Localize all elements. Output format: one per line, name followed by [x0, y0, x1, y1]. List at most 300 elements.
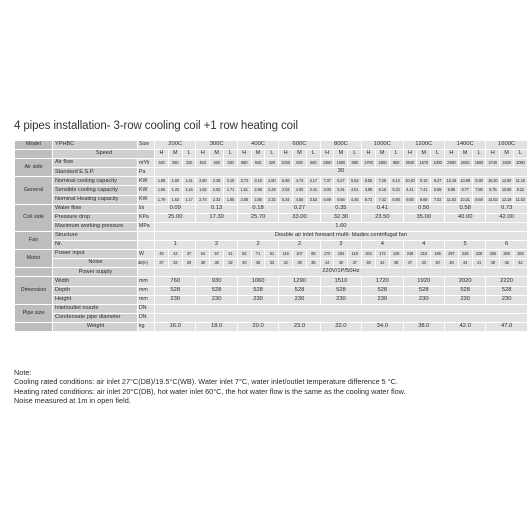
- value-cell: 1.51: [237, 186, 251, 195]
- value-cell: 11.62: [444, 195, 458, 204]
- value-cell: 1290: [279, 277, 320, 286]
- row-label: Power supply: [53, 268, 138, 277]
- value-cell: 3.00: [320, 186, 334, 195]
- value-cell: 5.68: [334, 195, 348, 204]
- size-label: Size: [138, 141, 155, 150]
- group-motor: Motor: [15, 250, 53, 268]
- row-label: Structure: [53, 231, 138, 240]
- value-cell: 528: [362, 286, 403, 295]
- value-cell: 1.60: [155, 222, 528, 231]
- value-cell: 39: [196, 259, 210, 268]
- value-cell: 41: [472, 259, 486, 268]
- condensate-row: [15, 313, 528, 322]
- water-flow-row: [15, 204, 528, 213]
- value-cell: 8.77: [458, 186, 472, 195]
- unit-cell: mm: [138, 295, 155, 304]
- value-cell: 25.00: [155, 213, 196, 222]
- speed-level: M: [293, 150, 307, 159]
- value-cell: 5.53: [348, 177, 362, 186]
- value-cell: 7.41: [417, 186, 431, 195]
- value-cell: 186: [431, 250, 445, 259]
- value-cell: 37: [182, 250, 196, 259]
- row-label: Pressure drop: [53, 213, 138, 222]
- value-cell: 7.42: [375, 195, 389, 204]
- unit-cell: MPa: [138, 222, 155, 231]
- speed-level: L: [306, 150, 320, 159]
- value-cell: 16.0: [155, 322, 196, 331]
- value-cell: 1510: [320, 277, 361, 286]
- value-cell: 2.33: [210, 195, 224, 204]
- speed-level: M: [210, 150, 224, 159]
- row-label: Nominal Heating capacity: [53, 195, 138, 204]
- air-flow-row: [15, 159, 528, 168]
- value-cell: 43: [168, 250, 182, 259]
- value-cell: 42: [375, 259, 389, 268]
- value-cell: 220: [182, 159, 196, 168]
- speed-row: [15, 150, 528, 159]
- value-cell: 220V/1P/50Hz: [155, 268, 528, 277]
- value-cell: 25.70: [237, 213, 278, 222]
- value-cell: 528: [279, 286, 320, 295]
- value-cell: 230: [196, 295, 237, 304]
- value-cell: 1.79: [155, 195, 169, 204]
- value-cell: 154: [334, 250, 348, 259]
- value-cell: 3: [320, 241, 361, 250]
- value-cell: 30: [155, 168, 528, 177]
- value-cell: 4.41: [403, 186, 417, 195]
- value-cell: 35: [306, 259, 320, 268]
- value-cell: 8.73: [362, 195, 376, 204]
- value-cell: 40: [334, 259, 348, 268]
- value-cell: 4.00: [293, 186, 307, 195]
- value-cell: 51: [265, 250, 279, 259]
- value-cell: 0.18: [237, 204, 278, 213]
- value-cell: 5: [444, 241, 485, 250]
- value-cell: 6.12: [389, 177, 403, 186]
- value-cell: 107: [293, 250, 307, 259]
- value-cell: 1670: [417, 159, 431, 168]
- value-cell: 297: [444, 250, 458, 259]
- esp-row: [15, 168, 528, 177]
- speed-level: H: [486, 150, 500, 159]
- value-cell: 46: [362, 259, 376, 268]
- value-cell: 9.38: [472, 177, 486, 186]
- unit-cell: [138, 231, 155, 240]
- unit-cell: DN: [138, 304, 155, 313]
- value-cell: 2.38: [210, 177, 224, 186]
- value-cell: 42: [279, 259, 293, 268]
- unit-cell: [138, 241, 155, 250]
- size-header: 200C: [155, 141, 196, 150]
- value-cell: 47.0: [486, 322, 527, 331]
- value-cell: 38: [389, 259, 403, 268]
- value-cell: 305: [500, 250, 514, 259]
- speed-level: M: [375, 150, 389, 159]
- value-cell: 12.19: [500, 195, 514, 204]
- speed-level: M: [500, 150, 514, 159]
- value-cell: 7.02: [431, 195, 445, 204]
- value-cell: 4.73: [293, 177, 307, 186]
- value-cell: 38.0: [403, 322, 444, 331]
- value-cell: 57: [210, 250, 224, 259]
- value-cell: 10.90: [500, 186, 514, 195]
- value-cell: 283: [513, 250, 527, 259]
- value-cell: Double air inlet forward multi- blades centrifugal fan: [155, 231, 528, 240]
- value-cell: 7.37: [320, 177, 334, 186]
- value-cell: 0.41: [362, 204, 403, 213]
- value-cell: 528: [155, 286, 196, 295]
- row-label: Inlet/outlet nozzle: [53, 304, 138, 313]
- structure-row: [15, 231, 528, 240]
- value-cell: 10.40: [403, 177, 417, 186]
- value-cell: 950: [389, 159, 403, 168]
- speed-level: H: [196, 150, 210, 159]
- nominal-heating-row: [15, 195, 528, 204]
- value-cell: 119: [348, 250, 362, 259]
- noise-row: [15, 259, 528, 268]
- value-cell: 42: [513, 259, 527, 268]
- row-label: Width: [53, 277, 138, 286]
- value-cell: 42.0: [444, 322, 485, 331]
- value-cell: 830: [293, 159, 307, 168]
- value-cell: 3.98: [362, 186, 376, 195]
- value-cell: 2380: [444, 159, 458, 168]
- note-line: Cooling rated conditions: air inlet 27°C(DB)/19.5°C(WB). Water inlet 7°C, water inlet/outlet temperature difference 5 °C.: [14, 377, 398, 387]
- value-cell: 44: [458, 259, 472, 268]
- size-header: 600C: [279, 141, 320, 150]
- value-cell: 9.80: [403, 195, 417, 204]
- value-cell: 34.0: [362, 322, 403, 331]
- speed-level: L: [472, 150, 486, 159]
- value-cell: 6.75: [486, 186, 500, 195]
- max-pressure-row: [15, 222, 528, 231]
- value-cell: 760: [155, 277, 196, 286]
- row-label: Weight: [53, 322, 138, 331]
- speed-level: M: [417, 150, 431, 159]
- value-cell: 2.29: [265, 186, 279, 195]
- weight-row: [15, 322, 528, 331]
- blank-cell: [15, 268, 53, 277]
- value-cell: 2.74: [196, 195, 210, 204]
- value-cell: 2.69: [251, 186, 265, 195]
- speed-level: H: [320, 150, 334, 159]
- value-cell: 4: [403, 241, 444, 250]
- nr-row: [15, 241, 528, 250]
- speed-level: H: [237, 150, 251, 159]
- value-cell: 5.22: [389, 186, 403, 195]
- value-cell: 12.80: [500, 177, 514, 186]
- value-cell: 15.20: [486, 177, 500, 186]
- value-cell: 43: [417, 259, 431, 268]
- value-cell: 230: [237, 295, 278, 304]
- value-cell: 20.0: [237, 322, 278, 331]
- speed-level: H: [444, 150, 458, 159]
- value-cell: 128: [389, 250, 403, 259]
- value-cell: 32: [224, 259, 238, 268]
- row-label: Nominal cooling capacity: [53, 177, 138, 186]
- value-cell: 35.00: [403, 213, 444, 222]
- value-cell: 5.80: [389, 195, 403, 204]
- note-line: Noise measured at 1m in open field.: [14, 396, 131, 406]
- value-cell: 8.68: [472, 195, 486, 204]
- value-cell: 1920: [403, 277, 444, 286]
- model-name: YPHBC: [53, 141, 138, 150]
- value-cell: 880: [348, 159, 362, 168]
- value-cell: 174: [375, 250, 389, 259]
- row-label: Noise: [53, 259, 138, 268]
- speed-level: L: [348, 150, 362, 159]
- value-cell: 1.82: [196, 186, 210, 195]
- value-cell: 1.41: [182, 177, 196, 186]
- value-cell: 1720: [362, 277, 403, 286]
- value-cell: 12.19: [444, 177, 458, 186]
- value-cell: 45: [500, 259, 514, 268]
- height-row: [15, 295, 528, 304]
- value-cell: 4.55: [293, 195, 307, 204]
- group-fan: Fan: [15, 231, 53, 249]
- value-cell: 1300: [431, 159, 445, 168]
- value-cell: 38: [293, 259, 307, 268]
- value-cell: 2220: [486, 277, 527, 286]
- value-cell: 2: [279, 241, 320, 250]
- value-cell: 29: [182, 259, 196, 268]
- value-cell: 2.85: [251, 195, 265, 204]
- value-cell: 540: [251, 159, 265, 168]
- value-cell: 89: [306, 250, 320, 259]
- value-cell: 37: [155, 259, 169, 268]
- value-cell: 1600: [472, 159, 486, 168]
- speed-level: H: [155, 150, 169, 159]
- value-cell: 2: [196, 241, 237, 250]
- value-cell: 335: [486, 250, 500, 259]
- size-header: 400C: [237, 141, 278, 150]
- value-cell: 5.56: [279, 177, 293, 186]
- speed-level: L: [513, 150, 527, 159]
- value-cell: 7.25: [375, 177, 389, 186]
- value-cell: 115: [279, 250, 293, 259]
- value-cell: 32.0: [320, 322, 361, 331]
- value-cell: 6.59: [431, 186, 445, 195]
- value-cell: 2.32: [265, 195, 279, 204]
- value-cell: 1.16: [182, 186, 196, 195]
- row-label: Depth: [53, 286, 138, 295]
- value-cell: 64: [196, 250, 210, 259]
- value-cell: 2.02: [279, 186, 293, 195]
- value-cell: 230: [444, 295, 485, 304]
- value-cell: 14.52: [486, 195, 500, 204]
- value-cell: 62: [237, 250, 251, 259]
- value-cell: 228: [472, 250, 486, 259]
- value-cell: 1020: [279, 159, 293, 168]
- value-cell: 460: [210, 159, 224, 168]
- value-cell: 49: [155, 250, 169, 259]
- value-cell: 4.17: [306, 177, 320, 186]
- blank-cell: [15, 150, 53, 159]
- value-cell: 930: [196, 277, 237, 286]
- table-title: 4 pipes installation- 3-row cooling coil +1 row heating coil: [14, 120, 298, 132]
- speed-level: M: [458, 150, 472, 159]
- value-cell: 170: [320, 250, 334, 259]
- unit-cell: KW: [138, 177, 155, 186]
- value-cell: 10.31: [458, 195, 472, 204]
- value-cell: 7.85: [472, 186, 486, 195]
- value-cell: 2.80: [196, 177, 210, 186]
- row-label: Power input: [53, 250, 138, 259]
- speed-level: H: [362, 150, 376, 159]
- value-cell: 210: [417, 250, 431, 259]
- value-cell: 35: [210, 259, 224, 268]
- value-cell: 8.55: [362, 177, 376, 186]
- value-cell: 340: [155, 159, 169, 168]
- value-cell: 230: [320, 295, 361, 304]
- unit-cell: m³/h: [138, 159, 155, 168]
- unit-cell: dB(A): [138, 259, 155, 268]
- value-cell: 1.71: [224, 186, 238, 195]
- value-cell: 37: [348, 259, 362, 268]
- value-cell: 5.34: [279, 195, 293, 204]
- value-cell: 41: [224, 250, 238, 259]
- size-header: 800C: [320, 141, 361, 150]
- value-cell: 11.10: [513, 177, 527, 186]
- row-label: Maximum working pressure: [53, 222, 138, 231]
- value-cell: 0.13: [196, 204, 237, 213]
- value-cell: 528: [196, 286, 237, 295]
- value-cell: 528: [320, 286, 361, 295]
- value-cell: 2080: [513, 159, 527, 168]
- row-label: Height: [53, 295, 138, 304]
- unit-cell: mm: [138, 277, 155, 286]
- value-cell: 32.30: [320, 213, 361, 222]
- value-cell: 71: [251, 250, 265, 259]
- unit-cell: DN: [138, 313, 155, 322]
- speed-level: L: [431, 150, 445, 159]
- blank-cell: [15, 322, 53, 331]
- value-cell: 528: [444, 286, 485, 295]
- group-pipe-size: Pipe size: [15, 304, 53, 322]
- unit-cell: KW: [138, 195, 155, 204]
- value-cell: 230: [155, 295, 196, 304]
- size-header: 1000C: [362, 141, 403, 150]
- value-cell: 528: [403, 286, 444, 295]
- value-cell: 6: [486, 241, 527, 250]
- speed-level: H: [403, 150, 417, 159]
- power-supply-row: [15, 268, 528, 277]
- value-cell: [155, 304, 528, 313]
- value-cell: 3.41: [306, 186, 320, 195]
- value-cell: 4.45: [348, 195, 362, 204]
- value-cell: 1360: [320, 159, 334, 168]
- value-cell: 44: [320, 259, 334, 268]
- value-cell: 4.51: [348, 186, 362, 195]
- value-cell: 17.30: [196, 213, 237, 222]
- value-cell: 249: [458, 250, 472, 259]
- value-cell: 2020: [458, 159, 472, 168]
- value-cell: 4: [362, 241, 403, 250]
- value-cell: 33.00: [279, 213, 320, 222]
- value-cell: 2740: [486, 159, 500, 168]
- value-cell: 2020: [444, 277, 485, 286]
- header-row: [15, 141, 528, 150]
- speed-level: H: [279, 150, 293, 159]
- value-cell: 1.55: [155, 186, 169, 195]
- value-cell: 0.09: [155, 204, 196, 213]
- value-cell: 33: [265, 259, 279, 268]
- value-cell: 8.68: [417, 195, 431, 204]
- value-cell: 23.0: [279, 322, 320, 331]
- unit-cell: W: [138, 250, 155, 259]
- value-cell: 48: [444, 259, 458, 268]
- value-cell: 36: [251, 259, 265, 268]
- value-cell: 8.27: [431, 177, 445, 186]
- value-cell: 1060: [237, 277, 278, 286]
- spec-table: [14, 140, 528, 332]
- value-cell: 2400: [500, 159, 514, 168]
- row-label: Condensate pipe diameter: [53, 313, 138, 322]
- group-dimension: Dimension: [15, 277, 53, 304]
- row-label: Air flow: [53, 159, 138, 168]
- value-cell: 33: [168, 259, 182, 268]
- value-cell: 0.50: [403, 204, 444, 213]
- value-cell: 1.33: [168, 186, 182, 195]
- value-cell: 6.69: [320, 195, 334, 204]
- value-cell: 3.53: [306, 195, 320, 204]
- unit-cell: KPa: [138, 213, 155, 222]
- value-cell: 9.22: [513, 186, 527, 195]
- value-cell: 40.00: [444, 213, 485, 222]
- model-label: Model: [15, 141, 53, 150]
- sensible-cooling-row: [15, 186, 528, 195]
- value-cell: 42.00: [486, 213, 527, 222]
- value-cell: 2: [237, 241, 278, 250]
- value-cell: 9.15: [417, 177, 431, 186]
- speed-level: M: [168, 150, 182, 159]
- width-row: [15, 277, 528, 286]
- value-cell: 680: [237, 159, 251, 168]
- value-cell: 660: [306, 159, 320, 168]
- unit-cell: kg: [138, 322, 155, 331]
- value-cell: 1.60: [168, 177, 182, 186]
- value-cell: 230: [362, 295, 403, 304]
- value-cell: 40: [237, 259, 251, 268]
- group-coil-side: Coil side: [15, 204, 53, 231]
- speed-level: M: [251, 150, 265, 159]
- group-air-side: Air side: [15, 159, 53, 177]
- value-cell: 2040: [403, 159, 417, 168]
- value-cell: 40: [431, 259, 445, 268]
- value-cell: 2.02: [210, 186, 224, 195]
- inlet-outlet-row: [15, 304, 528, 313]
- value-cell: 248: [403, 250, 417, 259]
- speed-level: L: [265, 150, 279, 159]
- value-cell: 23.50: [362, 213, 403, 222]
- pressure-drop-row: [15, 213, 528, 222]
- value-cell: 1.80: [224, 195, 238, 204]
- value-cell: 11.02: [513, 195, 527, 204]
- value-cell: 1.17: [182, 195, 196, 204]
- value-cell: 0.73: [486, 204, 527, 213]
- size-header: 1400C: [444, 141, 485, 150]
- nominal-cooling-row: [15, 177, 528, 186]
- value-cell: [155, 313, 528, 322]
- value-cell: 47: [403, 259, 417, 268]
- unit-cell: mm: [138, 286, 155, 295]
- group-general: General: [15, 177, 53, 204]
- value-cell: 260: [168, 159, 182, 168]
- value-cell: 1.53: [168, 195, 182, 204]
- notes-heading: Note:: [14, 368, 32, 377]
- value-cell: 5.31: [334, 186, 348, 195]
- speed-level: L: [389, 150, 403, 159]
